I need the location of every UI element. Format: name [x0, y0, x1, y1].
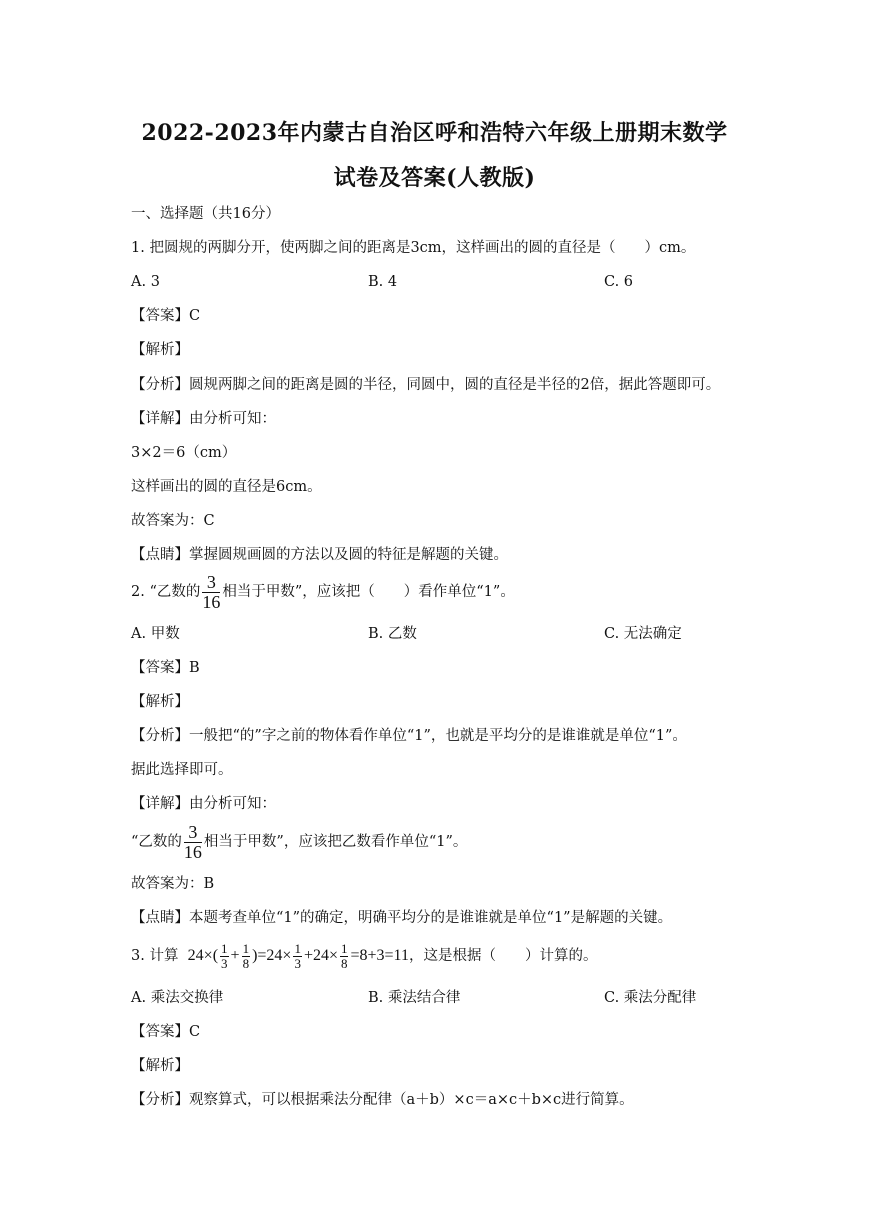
q3-expr-part1: 24×( — [187, 947, 219, 964]
q3-fraction-2 — [242, 942, 251, 971]
q2-fraction-denominator: 16 — [202, 591, 221, 612]
q1-detail-label: 【详解】由分析可知： — [131, 411, 276, 427]
q3-stem — [131, 936, 597, 976]
q2-option-b: B. 乙数 — [368, 626, 417, 642]
q1-option-c: C. 6 — [604, 274, 634, 290]
q2-detail-fraction — [184, 823, 202, 862]
q1-result: 这样画出的圆的直径是6cm。 — [131, 479, 322, 495]
q3-fraction-1-denominator: 3 — [221, 955, 228, 971]
q3-analysis-label: 【解析】 — [131, 1058, 189, 1074]
q3-plus: + — [230, 947, 240, 964]
q3-expr-part2: )=24× — [252, 947, 292, 964]
q3-option-c: C. 乘法分配律 — [604, 990, 697, 1006]
q2-analysis: 【分析】一般把“的”字之前的物体看作单位“1”，也就是平均分的是谁谁就是单位“1”。 — [131, 728, 687, 744]
q2-answer: 【答案】B — [131, 660, 200, 676]
q3-fraction-3-denominator: 3 — [294, 955, 301, 971]
q2-fraction — [202, 573, 220, 612]
q3-fraction-1 — [220, 942, 229, 971]
q3-fraction-3 — [293, 942, 302, 971]
q1-analysis: 【分析】圆规两脚之间的距离是圆的半径，同圆中，圆的直径是半径的2倍，据此答题即可。 — [131, 377, 721, 393]
document-title-line1: 2022-2023年内蒙古自治区呼和浩特六年级上册期末数学 — [141, 120, 728, 146]
q2-detail-label: 【详解】由分析可知： — [131, 796, 276, 812]
q3-fraction-4-denominator: 8 — [340, 955, 348, 971]
q2-option-c: C. 无法确定 — [604, 626, 682, 642]
q3-answer: 【答案】C — [131, 1024, 201, 1040]
q2-stem — [131, 572, 515, 612]
q3-analysis: 【分析】观察算式，可以根据乘法分配律（a＋b）×c＝a×c＋b×c进行简算。 — [131, 1092, 634, 1108]
q2-conclusion: 故答案为：B — [131, 876, 215, 892]
q2-detail — [131, 822, 467, 862]
q3-fraction-2-numerator: 1 — [242, 940, 250, 956]
q1-calculation: 3×2＝6（cm） — [131, 445, 237, 461]
q2-analysis-label: 【解析】 — [131, 694, 189, 710]
q2-option-a: A. 甲数 — [131, 626, 180, 642]
q3-fraction-3-numerator: 1 — [294, 940, 301, 956]
q3-fraction-4-numerator: 1 — [340, 940, 348, 956]
section-heading: 一、选择题（共16分） — [131, 206, 280, 222]
q2-detail-fraction-denominator: 16 — [183, 841, 202, 862]
q1-conclusion: 故答案为：C — [131, 513, 215, 529]
q2-detail-suffix: 相当于甲数”，应该把乙数看作单位“1”。 — [203, 834, 468, 850]
q3-stem-prefix: 3. 计算 — [131, 948, 179, 964]
document-title-line2: 试卷及答案(人教版) — [333, 165, 536, 191]
q3-expr-part3: +24× — [303, 947, 338, 964]
q3-fraction-4 — [340, 942, 349, 971]
q2-detail-prefix: “乙数的 — [131, 834, 182, 850]
q1-analysis-label: 【解析】 — [131, 342, 189, 358]
q2-fraction-numerator: 3 — [202, 573, 220, 593]
q1-option-b: B. 4 — [368, 274, 398, 290]
q3-fraction-1-numerator: 1 — [221, 940, 228, 956]
q3-stem-suffix: ，这是根据（ ）计算的。 — [408, 948, 598, 964]
q2-detail-fraction-numerator: 3 — [184, 823, 202, 843]
q2-stem-prefix: 2. “乙数的 — [131, 584, 201, 600]
q2-analysis-continued: 据此选择即可。 — [131, 762, 233, 778]
q3-expr-part4: =8+3=11 — [350, 947, 409, 964]
q3-option-a: A. 乘法交换律 — [131, 990, 224, 1006]
q1-key-point: 【点睛】掌握圆规画圆的方法以及圆的特征是解题的关键。 — [131, 547, 508, 563]
q1-option-a: A. 3 — [131, 274, 160, 290]
q1-stem: 1. 把圆规的两脚分开，使两脚之间的距离是3cm，这样画出的圆的直径是（ ）cm。 — [131, 240, 696, 256]
q2-key-point: 【点睛】本题考查单位“1”的确定，明确平均分的是谁谁就是单位“1”是解题的关键。 — [131, 910, 673, 926]
q3-option-b: B. 乘法结合律 — [368, 990, 461, 1006]
q2-stem-suffix: 相当于甲数”，应该把（ ）看作单位“1”。 — [222, 584, 515, 600]
q3-fraction-2-denominator: 8 — [242, 955, 250, 971]
q1-answer: 【答案】C — [131, 308, 201, 324]
